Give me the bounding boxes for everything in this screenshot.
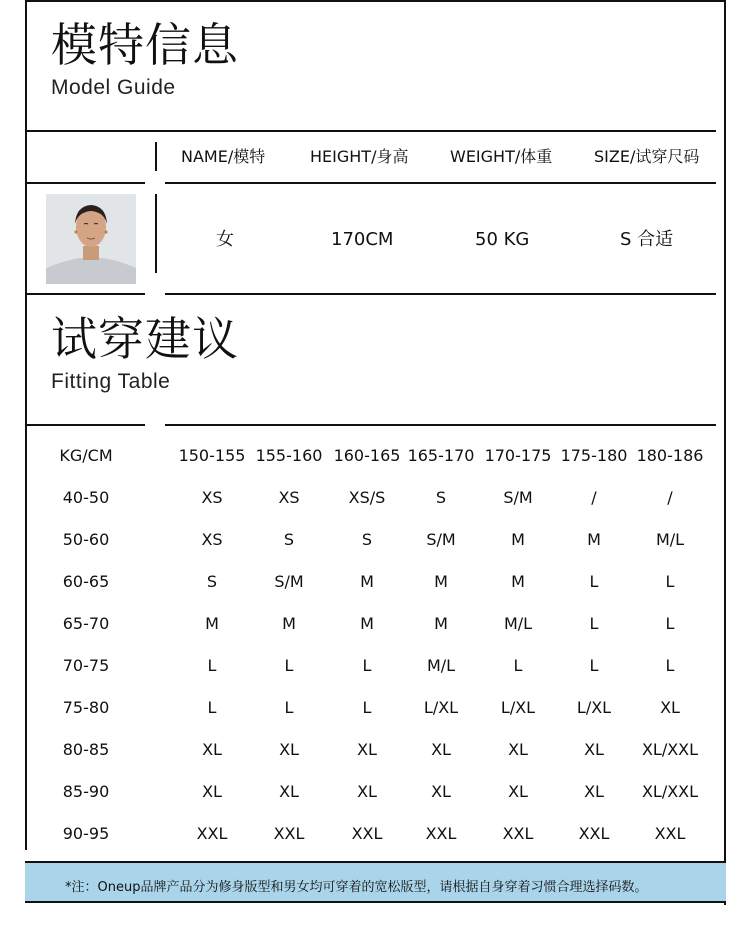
size-cell: XL	[508, 740, 528, 759]
size-cell: L	[513, 656, 523, 675]
size-cell: XXL	[351, 824, 383, 843]
size-cell: M	[434, 572, 448, 591]
size-cell: M	[360, 614, 374, 633]
size-cell: M	[360, 572, 374, 591]
size-cell: S/M	[274, 572, 304, 591]
fitting-title-en: Fitting Table	[51, 370, 171, 393]
model-weight: 50 KG	[475, 229, 530, 250]
row-header-weight: 85-90	[62, 782, 110, 801]
size-cell: M	[205, 614, 219, 633]
size-cell: L	[665, 656, 675, 675]
size-cell: L	[589, 572, 599, 591]
size-cell: XL	[279, 740, 299, 759]
column-header-height: 160-165	[333, 446, 401, 465]
header-name: NAME/模特	[181, 147, 266, 166]
header-size: SIZE/试穿尺码	[594, 147, 700, 166]
size-cell: M	[587, 530, 601, 549]
column-header-height: 180-186	[636, 446, 704, 465]
size-cell: XL	[660, 698, 680, 717]
size-cell: L	[207, 698, 217, 717]
size-cell: M/L	[503, 614, 533, 633]
size-cell: XL	[202, 782, 222, 801]
table-corner-label: KG/CM	[59, 446, 113, 465]
size-cell: XXL	[654, 824, 686, 843]
size-cell: XL	[584, 782, 604, 801]
model-gender: 女	[216, 229, 234, 250]
model-size: S 合适	[620, 229, 674, 250]
size-cell: XS	[201, 530, 223, 549]
size-cell: M	[511, 572, 525, 591]
size-cell: XL	[202, 740, 222, 759]
size-cell: XXL	[273, 824, 305, 843]
header-weight: WEIGHT/体重	[450, 147, 553, 166]
size-cell: XL	[279, 782, 299, 801]
size-cell: XL	[508, 782, 528, 801]
column-header-height: 165-170	[407, 446, 475, 465]
column-header-height: 155-160	[255, 446, 323, 465]
size-cell: M	[434, 614, 448, 633]
size-cell: XL	[357, 740, 377, 759]
size-cell: XL/XXL	[641, 740, 699, 759]
size-cell: XL	[584, 740, 604, 759]
header-height: HEIGHT/身高	[310, 147, 409, 166]
size-cell: L/XL	[500, 698, 536, 717]
size-cell: L	[589, 614, 599, 633]
row-header-weight: 90-95	[62, 824, 110, 843]
size-cell: XXL	[578, 824, 610, 843]
size-cell: XXL	[196, 824, 228, 843]
size-cell: L	[665, 614, 675, 633]
fitting-title-cn: 试穿建议	[51, 312, 239, 366]
size-cell: XL	[431, 740, 451, 759]
size-cell: L	[284, 698, 294, 717]
size-cell: XL	[431, 782, 451, 801]
size-cell: L	[362, 656, 372, 675]
size-cell: L	[284, 656, 294, 675]
size-cell: M/L	[426, 656, 456, 675]
size-cell: S/M	[503, 488, 533, 507]
row-header-weight: 60-65	[62, 572, 110, 591]
size-cell: /	[591, 488, 597, 507]
row-header-weight: 65-70	[62, 614, 110, 633]
row-header-weight: 80-85	[62, 740, 110, 759]
size-cell: L	[589, 656, 599, 675]
row-header-weight: 40-50	[62, 488, 110, 507]
size-cell: XS/S	[348, 488, 386, 507]
footer-note: *注：Oneup品牌产品分为修身版型和男女均可穿着的宽松版型，请根据自身穿着习惯合理选择码数。	[65, 880, 648, 895]
size-cell: M/L	[655, 530, 685, 549]
size-cell: L	[362, 698, 372, 717]
model-height: 170CM	[331, 229, 394, 250]
size-cell: S	[361, 530, 373, 549]
column-header-height: 150-155	[178, 446, 246, 465]
size-cell: XXL	[425, 824, 457, 843]
size-cell: XS	[201, 488, 223, 507]
size-cell: XXL	[502, 824, 534, 843]
size-cell: L	[207, 656, 217, 675]
model-title-cn: 模特信息	[51, 18, 239, 72]
size-cell: M	[511, 530, 525, 549]
size-cell: XS	[278, 488, 300, 507]
size-cell: L	[665, 572, 675, 591]
size-cell: S	[283, 530, 295, 549]
size-cell: L/XL	[423, 698, 459, 717]
size-cell: S/M	[426, 530, 456, 549]
footer-note-bar	[25, 861, 726, 903]
size-cell: M	[282, 614, 296, 633]
column-header-height: 175-180	[560, 446, 628, 465]
size-cell: XL	[357, 782, 377, 801]
model-title-en: Model Guide	[51, 76, 176, 99]
size-cell: /	[667, 488, 673, 507]
row-header-weight: 75-80	[62, 698, 110, 717]
column-header-height: 170-175	[484, 446, 552, 465]
size-cell: S	[435, 488, 447, 507]
size-cell: S	[206, 572, 218, 591]
row-header-weight: 50-60	[62, 530, 110, 549]
size-cell: L/XL	[576, 698, 612, 717]
size-cell: XL/XXL	[641, 782, 699, 801]
row-header-weight: 70-75	[62, 656, 110, 675]
